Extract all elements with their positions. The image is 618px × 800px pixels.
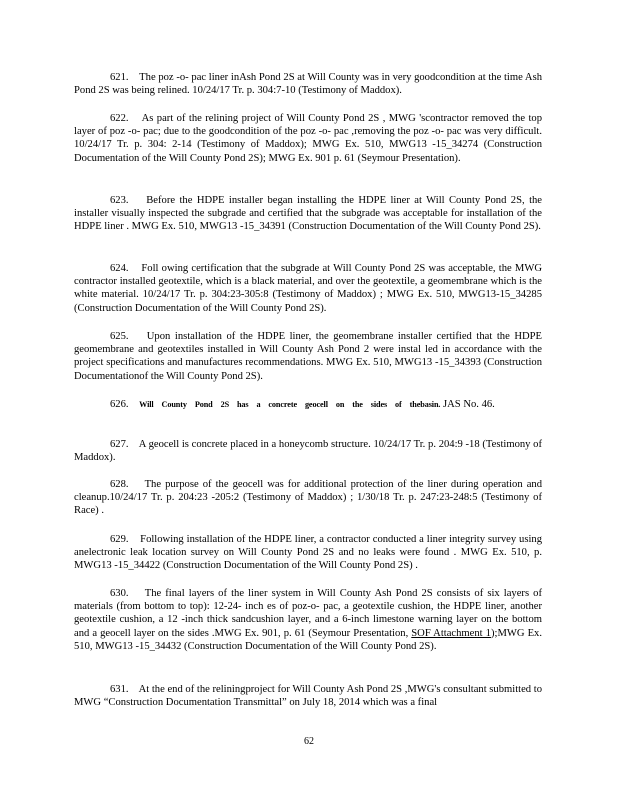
paragraph-number: 629. — [110, 534, 129, 545]
paragraph-623 — [74, 194, 542, 234]
paragraph-621 — [74, 71, 542, 97]
paragraph-624 — [74, 262, 542, 315]
paragraph-number: 624. — [110, 263, 129, 274]
sof-attachment-reference: SOF Attachment 1 — [411, 627, 491, 639]
paragraph-text: The final layers of the liner system in Will County Ash Pond 2S consists of six layers of materials (from bottom to top): 12-24- inch es of poz-o- pac, a geotextile cushion, the HDPE liner, another geotextile cushion, a 12 -inch thick sandcushion layer, and a 6-inch limestone warning layer on the bottom and a geocell layer on the sides .MWG Ex. 901, p. 61 (Seymour Presentation, — [74, 588, 542, 639]
paragraph-text: At the end of the reliningproject for Will County Ash Pond 2S ,MWG's consultant submitted to MWG “Construction Documentation Transmittal” on July 18, 2014 which was a final — [74, 684, 542, 709]
paragraph-629 — [74, 533, 542, 573]
paragraph-number: 623. — [110, 195, 129, 206]
paragraph-number: 626. — [110, 399, 129, 410]
paragraph-622 — [74, 112, 542, 165]
paragraph-630 — [74, 587, 542, 653]
paragraph-text: As part of the relining project of Will County Pond 2S , MWG 'scontractor removed the top layer of poz -o- pac; due to the goodcondition of the poz -o- pac ,removing the poz -o- pac was very difficult. 10/24/17 Tr. p. 304: 2-14 (Testimony of Maddox); MWG Ex. 510, MWG13 -15_34274 (Construction Documentation of the Will County Pond 2S); MWG Ex. 901 p. 61 (Seymour Presentation). — [74, 113, 542, 164]
paragraph-text: Will County Pond 2S has a concrete geocell on the sides of thebasin. — [139, 400, 441, 409]
paragraph-text: Before the HDPE installer began installing the HDPE liner at Will County Pond 2S, the installer visually inspected the subgrade and certified that the subgrade was acceptable for installation of the HDPE liner . MWG Ex. 510, MWG13 -15_34391 (Construction Documentation of the Will County Pond 2S). — [74, 195, 543, 233]
paragraph-number: 630. — [110, 588, 129, 599]
paragraph-number: 621. — [110, 72, 129, 83]
paragraph-citation: JAS No. 46. — [443, 399, 495, 410]
paragraph-number: 628. — [110, 479, 129, 490]
paragraph-text: A geocell is concrete placed in a honeycomb structure. 10/24/17 Tr. p. 204:9 -18 (Testimony of Maddox). — [74, 439, 542, 464]
paragraph-text: The purpose of the geocell was for additional protection of the liner during operation and cleanup.10/24/17 Tr. p. 204:23 -205:2 (Testimony of Maddox) ; 1/30/18 Tr. p. 247:23-248:5 (Testimony of Race) . — [74, 479, 542, 517]
paragraph-text: Following installation of the HDPE liner, a contractor conducted a liner integrity survey using anelectronic leak location survey on Will County Pond 2S and no leaks were found . MWG Ex. 510, p. MWG13 -15_34422 (Construction Documentation of the Will County Pond 2S) . — [74, 534, 542, 572]
paragraph-text: Foll owing certification that the subgrade at Will County Pond 2S was acceptable, the MWG contractor installed geotextile, which is a black material, and over the geotextile, a geomembrane which is the white material. 10/24/17 Tr. p. 304:23-305:8 (Testimony of Maddox) ; MWG Ex. 510, MWG13-15_34285 (Construction Documentation of the Will County Pond 2S). — [74, 263, 542, 314]
paragraph-text: Upon installation of the HDPE liner, the geomembrane installer certified that the HDPE geomembrane and geotextiles installed in Will County Ash Pond 2 were instal led in accordance with the project specifications and manufactures recommendations. MWG Ex. 510, MWG13 -15_34393 (Construction Documentationof the Will County Pond 2S). — [74, 331, 542, 382]
paragraph-628 — [74, 478, 542, 518]
paragraph-text-continued: );MWG Ex. 510, MWG13 -15_34432 (Construction Documentation of the Will County Pond 2S). — [74, 627, 542, 652]
page-number: 62 — [304, 736, 314, 747]
paragraph-number: 627. — [110, 439, 129, 450]
paragraph-631 — [74, 683, 542, 709]
paragraph-625 — [74, 330, 542, 383]
paragraph-627 — [74, 438, 542, 464]
paragraph-number: 625. — [110, 331, 129, 342]
paragraph-626 — [74, 398, 542, 411]
paragraph-text: The poz -o- pac liner inAsh Pond 2S at Will County was in very goodcondition at the time Ash Pond 2S was being relined. 10/24/17 Tr. p. 304:7-10 (Testimony of Maddox). — [74, 72, 543, 97]
paragraph-number: 622. — [110, 113, 129, 124]
paragraph-number: 631. — [110, 684, 129, 695]
